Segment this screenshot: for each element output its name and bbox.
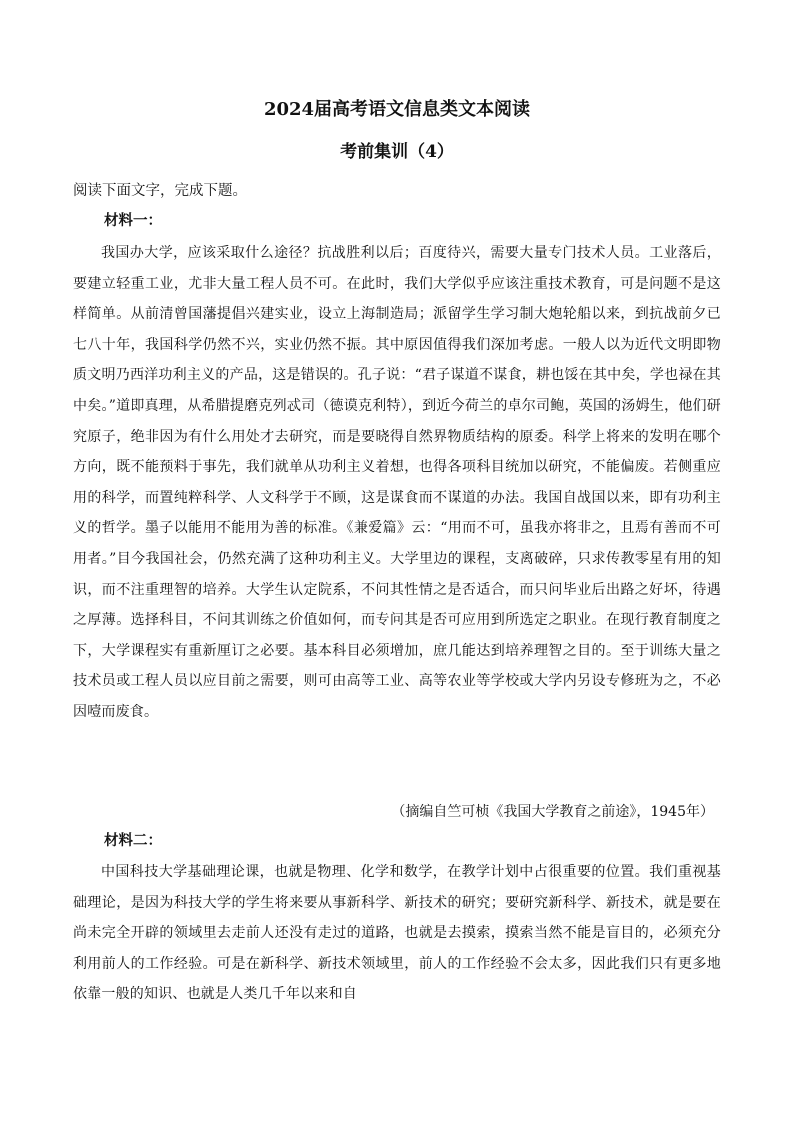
material-two-heading: 材料二： xyxy=(104,833,162,849)
material-two-text: 中国科技大学基础理论课，也就是物理、化学和数学，在教学计划中占很重要的位置。我们重视基础理论，是因为科技大学的学生将来要从事新科学、新技术的研究；要研究新科学、新技术，就是要在尚未完全开辟的领域里去走前人还没有走过的道路，也就是去摸索，摸索当然不能是盲目的，必须充分利用前人的工作经验。可是在新科学、新技术领域里，前人的工作经验不会太多，因此我们只有更多地依靠一般的知识、也就是人类几千年以来和自 xyxy=(73,864,721,1003)
material-one-source: （摘编自竺可桢《我国大学教育之前途》，1945年） xyxy=(391,804,714,820)
material-one-text: 我国办大学，应该采取什么途径？抗战胜利以后；百度待兴，需要大量专门技术人员。工业落后，要建立轻重工业，尤非大量工程人员不可。在此时，我们大学似乎应该注重技术教育，可是问题不是这样简单。从前清曾国藩提倡兴建实业，设立上海制造局；派留学生学习制大炮轮船以来，到抗战前夕已七八十年，我国科学仍然不兴，实业仍然不振。其中原因值得我们深加考虑。一般人以为近代文明即物质文明乃西洋功利主义的产品，这是错误的。孔子说：“君子谋道不谋食，耕也馁在其中矣，学也禄在其中矣。”道即真理，从希腊提磨克列忒司（德谟克利特），到近今荷兰的卓尔司鲍，英国的汤姆生，他们研究原子，绝非因为有什么用处才去研究，而是要晓得自然界物质结构的原委。科学上将来的发明在哪个方向，既不能预料于事先，我们就单从功利主义着想，也得各项科目统加以研究，不能偏废。若侧重应用的科学，而置纯粹科学、人文科学于不顾，这是谋食而不谋道的办法。我国自战国以来，即有功利主义的哲学。墨子以能用不能用为善的标准。《兼爱篇》云：“用而不可，虽我亦将非之，且焉有善而不可用者。”目今我国社会，仍然充满了这种功利主义。大学里边的课程，支离破碎，只求传教零星有用的知识，而不注重理智的培养。大学生认定院系，不问其性情之是否适合，而只问毕业后出路之好坏，待遇之厚薄。选择科目，不问其训练之价值如何，而专问其是否可应用到所选定之职业。在现行教育制度之下，大学课程实有重新厘订之必要。基本科目必须增加，庶几能达到培养理智之目的。至于训练大量之技术员或工程人员以应目前之需要，则可由高等工业、高等农业等学校或大学内另设专修班为之，不必因噎而废食。 xyxy=(73,245,721,720)
instructions: 阅读下面文字，完成下题。 xyxy=(73,183,247,199)
material-one-heading: 材料一： xyxy=(104,213,162,229)
document-subtitle: 考前集训（4） xyxy=(340,142,454,162)
document-title: 2024届高考语文信息类文本阅读 xyxy=(263,99,531,120)
